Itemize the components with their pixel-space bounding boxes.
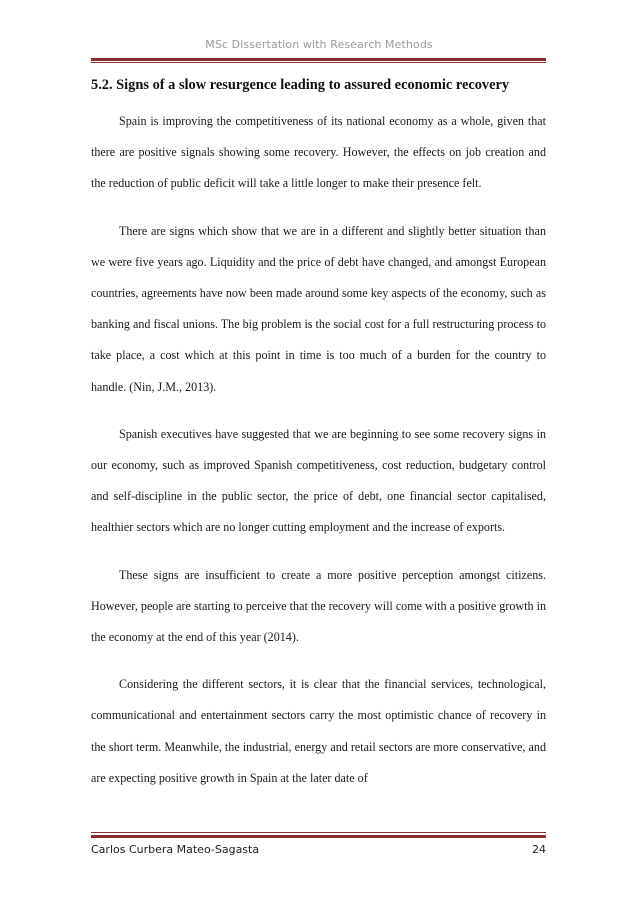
running-header: MSc Dissertation with Research Methods bbox=[205, 38, 433, 51]
paragraph-1: Spain is improving the competitiveness of its national economy as a whole, given that there are positive signals showing some recovery. However, the effects on job creation and the reduction of public deficit will take a little longer to make their presence felt. bbox=[91, 114, 546, 191]
paragraph-4: These signs are insufficient to create a more positive perception amongst citizens. However, people are starting to perceive that the recovery will come with a positive growth in the economy at the end of this year (2014). bbox=[91, 567, 546, 645]
footer-rule-thin bbox=[91, 832, 546, 833]
footer-author: Carlos Curbera Mateo-Sagasta bbox=[91, 843, 260, 856]
paragraph-3: Spanish executives have suggested that we are beginning to see some recovery signs in our economy, such as improved Spanish competitiveness, cost reduction, budgetary control and self-discipline in the public sector, the price of debt, one financial sector capitalised, healthier sectors which are no longer cutting employment and the increase of exports. bbox=[91, 426, 546, 535]
section-heading: 5.2. Signs of a slow resurgence leading to assured economic recovery bbox=[91, 77, 510, 93]
footer-page-number: 24 bbox=[532, 843, 546, 856]
paragraph-2: There are signs which show that we are in a different and slightly better situation than we were five years ago. Liquidity and the price of debt have changed, and amongst European countries, agreements have now been made around some key aspects of the economy, such as banking and fiscal unions. The big problem is the social cost for a full restructuring process to take place, a cost which at this point in time is too much of a burden for the country to handle. (Nin, J.M., 2013). bbox=[91, 223, 546, 394]
footer-rule-thick bbox=[91, 835, 546, 838]
header-rule-thin bbox=[91, 62, 546, 63]
body-text bbox=[91, 106, 546, 810]
header-rule-thick bbox=[91, 58, 546, 61]
paragraph-5: Considering the different sectors, it is clear that the financial services, technological, communicational and entertainment sectors carry the most optimistic chance of recovery in the short term. Meanwhile, the industrial, energy and retail sectors are more conservative, and are expecting positive growth in Spain at the later date of bbox=[91, 677, 546, 785]
